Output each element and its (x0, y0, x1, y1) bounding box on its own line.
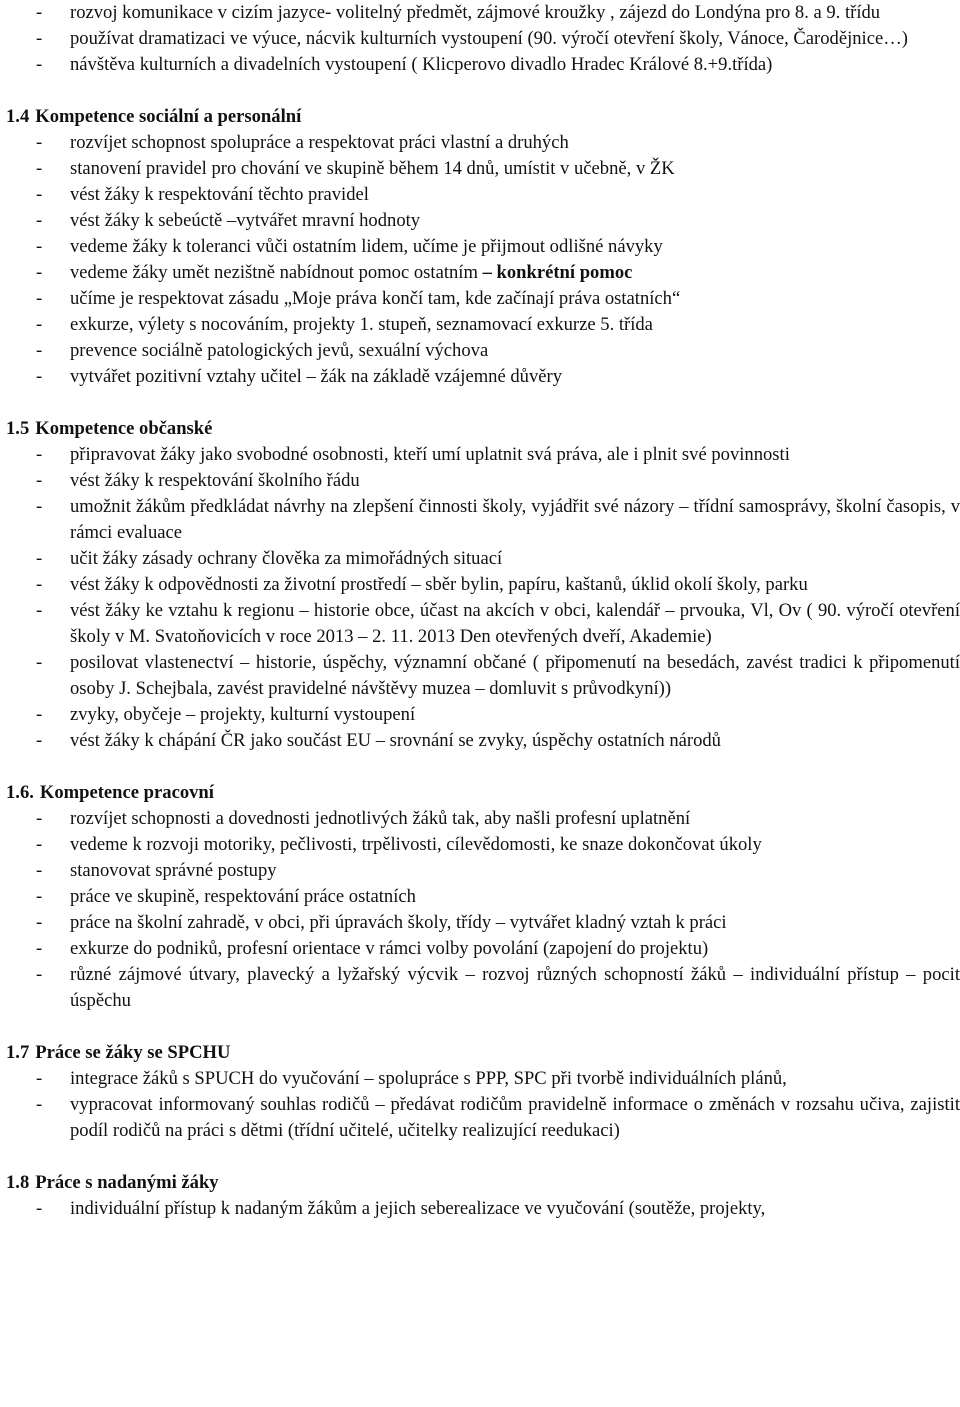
list-item (0, 832, 960, 858)
section-heading-1-8 (0, 1170, 960, 1196)
list-item-text: používat dramatizaci ve výuce, nácvik kulturních vystoupení (90. výročí otevření školy, Vánoce, Čarodějnice…) (70, 28, 908, 49)
list-dash: - (36, 496, 43, 517)
list-dash: - (36, 886, 43, 907)
list-item (0, 702, 960, 728)
list-item-text: posilovat vlastenectví – historie, úspěchy, významní občané ( připomenutí na besedách, zavést tradici k připomenutí osoby J. Schejbala, zavést pravidelné návštěvy muzea – domluvit s průvodkyní)) (70, 652, 960, 699)
list-dash: - (36, 912, 43, 933)
list-item-text: připravovat žáky jako svobodné osobnosti, kteří umí uplatnit svá práva, ale i plnit své povinnosti (70, 444, 790, 465)
list-dash: - (36, 1068, 43, 1089)
list-item (0, 156, 960, 182)
list-item (0, 494, 960, 546)
list-item (0, 52, 960, 78)
list-item (0, 26, 960, 52)
list-item (0, 572, 960, 598)
section-heading-1-7 (0, 1040, 960, 1066)
list-dash: - (36, 2, 43, 23)
list-dash: - (36, 444, 43, 465)
list-item-text: vypracovat informovaný souhlas rodičů – předávat rodičům pravidelně informace o změnách v rozsahu učiva, zajistit podíl rodičů na práci s dětmi (třídní učitelé, učitelky realizující reedukaci) (70, 1094, 960, 1141)
list-item (0, 468, 960, 494)
list-item (0, 962, 960, 1014)
list-item (0, 182, 960, 208)
spacer (0, 390, 960, 416)
list-dash: - (36, 184, 43, 205)
list-item-text: vést žáky k sebeúctě –vytvářet mravní hodnoty (70, 210, 421, 231)
list-dash: - (36, 288, 43, 309)
list-item (0, 884, 960, 910)
list-dash: - (36, 834, 43, 855)
list-dash: - (36, 600, 43, 621)
section-number: 1.4 (6, 106, 30, 127)
list-item-text: různé zájmové útvary, plavecký a lyžařský výcvik – rozvoj různých schopností žáků – individuální přístup – pocit úspěchu (70, 964, 960, 1011)
list-item-text: stanovení pravidel pro chování ve skupině během 14 dnů, umístit v učebně, v ŽK (70, 158, 675, 179)
list-dash: - (36, 340, 43, 361)
section-title: Kompetence pracovní (39, 782, 214, 803)
list-item (0, 910, 960, 936)
list-item (0, 598, 960, 650)
list-item-text: vést žáky k odpovědnosti za životní prostředí – sběr bylin, papíru, kaštanů, úklid okolí školy, parku (70, 574, 808, 595)
list-item-text: návštěva kulturních a divadelních vystoupení ( Klicperovo divadlo Hradec Králové 8.+9.třída) (70, 54, 773, 75)
list-dash: - (36, 652, 43, 673)
list-item (0, 806, 960, 832)
list-dash: - (36, 730, 43, 751)
section-heading-1-5 (0, 416, 960, 442)
list-item (0, 234, 960, 260)
list-item-text: vést žáky k respektování těchto pravidel (70, 184, 369, 205)
list-item (0, 312, 960, 338)
section-number: 1.6. (6, 782, 34, 803)
list-item-text: stanovovat správné postupy (70, 860, 277, 881)
list-item-text: vést žáky ke vztahu k regionu – historie obce, účast na akcích v obci, kalendář – prvouka, Vl, Ov ( 90. výročí otevření školy v M. Svatoňovicích v roce 2013 – 2. 11. 2013 Den otevřených dveří, Akademie) (70, 600, 960, 647)
list-item (0, 260, 960, 286)
list-item-text: exkurze do podniků, profesní orientace v rámci volby povolání (zapojení do projektu) (70, 938, 709, 959)
list-item-text: vedeme žáky k toleranci vůči ostatním lidem, učíme je přijmout odlišné návyky (70, 236, 663, 257)
list-item (0, 650, 960, 702)
list-item-text: prevence sociálně patologických jevů, sexuální výchova (70, 340, 489, 361)
section-number: 1.8 (6, 1172, 30, 1193)
list-item-text: učíme je respektovat zásadu „Moje práva končí tam, kde začínají práva ostatních“ (70, 288, 681, 309)
list-item (0, 208, 960, 234)
spacer (0, 754, 960, 780)
list-item (0, 364, 960, 390)
list-dash: - (36, 704, 43, 725)
list-dash: - (36, 132, 43, 153)
list-dash: - (36, 1198, 43, 1219)
list-item-text: exkurze, výlety s nocováním, projekty 1. stupeň, seznamovací exkurze 5. třída (70, 314, 653, 335)
list-item-text: práce ve skupině, respektování práce ostatních (70, 886, 416, 907)
spacer (0, 1144, 960, 1170)
spacer (0, 1014, 960, 1040)
list-item (0, 1196, 960, 1222)
list-dash: - (36, 574, 43, 595)
section-number: 1.5 (6, 418, 30, 439)
list-item (0, 936, 960, 962)
list-item-text: rozvoj komunikace v cizím jazyce- volitelný předmět, zájmové kroužky , zájezd do Londýna pro 8. a 9. třídu (70, 2, 881, 23)
list-dash: - (36, 262, 43, 283)
list-item-text: práce na školní zahradě, v obci, při úpravách školy, třídy – vytvářet kladný vztah k práci (70, 912, 727, 933)
list-item-text: vést žáky k respektování školního řádu (70, 470, 360, 491)
list-item (0, 286, 960, 312)
section-title: Práce se žáky se SPCHU (35, 1042, 231, 1063)
list-item (0, 858, 960, 884)
list-dash: - (36, 236, 43, 257)
list-dash: - (36, 470, 43, 491)
list-item (0, 338, 960, 364)
list-dash: - (36, 548, 43, 569)
list-dash: - (36, 54, 43, 75)
list-dash: - (36, 28, 43, 49)
section-number: 1.7 (6, 1042, 30, 1063)
list-item-text: vést žáky k chápání ČR jako součást EU – srovnání se zvyky, úspěchy ostatních národů (70, 730, 721, 751)
list-item-text: umožnit žákům předkládat návrhy na zlepšení činnosti školy, vyjádřit své názory – třídní samosprávy, školní časopis, v rámci evaluace (70, 496, 960, 543)
list-item (0, 442, 960, 468)
list-item (0, 1066, 960, 1092)
section-title: Kompetence občanské (35, 418, 213, 439)
list-item-text: zvyky, obyčeje – projekty, kulturní vystoupení (70, 704, 416, 725)
list-item-text: individuální přístup k nadaným žákům a jejich seberealizace ve vyučování (soutěže, projekty, (70, 1198, 766, 1219)
list-item (0, 728, 960, 754)
intro-list (0, 0, 960, 78)
section-heading-1-6 (0, 780, 960, 806)
list-dash: - (36, 210, 43, 231)
list-dash: - (36, 314, 43, 335)
list-item-text: rozvíjet schopnost spolupráce a respektovat práci vlastní a druhých (70, 132, 569, 153)
list-item (0, 130, 960, 156)
section-title: Práce s nadanými žáky (35, 1172, 219, 1193)
list-dash: - (36, 808, 43, 829)
list-item (0, 1092, 960, 1144)
list-item-text: integrace žáků s SPUCH do vyučování – spolupráce s PPP, SPC při tvorbě individuálních plánů, (70, 1068, 787, 1089)
bold-phrase: – konkrétní pomoc (482, 262, 633, 283)
list-item-text: rozvíjet schopnosti a dovednosti jednotlivých žáků tak, aby našli profesní uplatnění (70, 808, 691, 829)
list-dash: - (36, 158, 43, 179)
list-dash: - (36, 860, 43, 881)
list-dash: - (36, 938, 43, 959)
list-dash: - (36, 366, 43, 387)
list-item-text: vytvářet pozitivní vztahy učitel – žák na základě vzájemné důvěry (70, 366, 563, 387)
list-item-text: vedeme k rozvoji motoriky, pečlivosti, trpělivosti, cílevědomosti, ke snaze dokončovat úkoly (70, 834, 762, 855)
list-item-text: učit žáky zásady ochrany člověka za mimořádných situací (70, 548, 503, 569)
spacer (0, 78, 960, 104)
list-item (0, 0, 960, 26)
section-heading-1-4 (0, 104, 960, 130)
list-dash: - (36, 1094, 43, 1115)
list-item-text: vedeme žáky umět nezištně nabídnout pomoc ostatním (70, 262, 483, 283)
list-dash: - (36, 964, 43, 985)
list-item (0, 546, 960, 572)
section-title: Kompetence sociální a personální (35, 106, 302, 127)
